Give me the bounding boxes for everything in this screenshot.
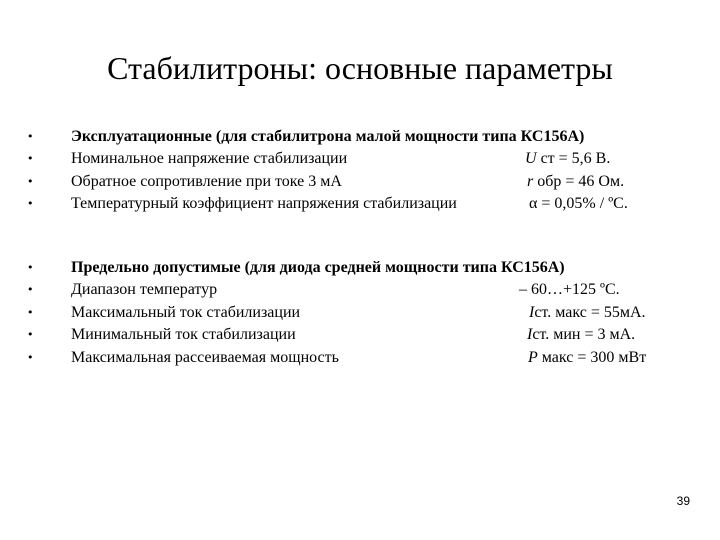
- section-heading-operational: Эксплуатационные (для стабилитрона малой мощности типа КС156А): [71, 128, 585, 145]
- parameter-label: Температурный коэффициент напряжения стабилизации: [71, 195, 457, 213]
- parameter-value: [529, 193, 628, 215]
- list-item: [0, 347, 720, 369]
- bullet-icon: •: [27, 152, 34, 166]
- parameter-value: [528, 347, 646, 369]
- parameter-value-text: – 60…+125 ºС.: [519, 281, 620, 299]
- parameter-value: [529, 302, 646, 324]
- parameter-label: Номинальное напряжение стабилизации: [71, 150, 348, 168]
- page-number: 39: [676, 494, 690, 508]
- parameter-value: [519, 279, 620, 301]
- list-item: [0, 148, 720, 170]
- parameter-value: [525, 148, 610, 170]
- parameter-symbol: r: [527, 172, 534, 190]
- parameter-symbol: I: [529, 303, 535, 321]
- parameter-value: [527, 171, 624, 193]
- parameter-symbol: U: [525, 150, 537, 168]
- parameter-value-text: = 0,05% / ºС.: [537, 195, 628, 213]
- bullet-icon: •: [27, 350, 34, 364]
- parameter-value: [527, 324, 635, 346]
- section-heading-limits: Предельно допустимые (для диода средней мощности типа КС156А): [71, 259, 565, 276]
- parameter-label: Максимальный ток стабилизации: [71, 303, 301, 321]
- parameter-label: Диапазон температур: [71, 281, 218, 299]
- bullet-icon: •: [27, 261, 34, 274]
- limit-parameters-list: [0, 257, 720, 369]
- list-item: [0, 257, 720, 279]
- parameter-label: Минимальный ток стабилизации: [71, 326, 296, 344]
- parameter-value-text: ст. мин = 3 мА.: [532, 326, 636, 344]
- list-item: [0, 126, 720, 148]
- list-item: [0, 171, 720, 193]
- slide-title: Стабилитроны: основные параметры: [107, 50, 613, 86]
- bullet-icon: •: [27, 305, 34, 319]
- parameter-value-text: макс = 300 мВт: [537, 348, 647, 366]
- list-item: [0, 324, 720, 346]
- parameter-symbol: α: [529, 195, 538, 213]
- bullet-icon: •: [27, 197, 34, 211]
- parameter-label: Максимальная рассеиваемая мощность: [71, 348, 339, 366]
- bullet-icon: •: [27, 283, 34, 297]
- operational-parameters-list: [0, 126, 720, 216]
- parameter-symbol: I: [527, 326, 533, 344]
- parameter-symbol: P: [528, 348, 538, 366]
- bullet-icon: •: [27, 130, 34, 143]
- parameter-value-text: ст = 5,6 В.: [536, 150, 611, 168]
- list-item: [0, 302, 720, 324]
- list-item: [0, 279, 720, 301]
- parameter-label: Обратное сопротивление при токе 3 мА: [71, 172, 342, 190]
- list-item: [0, 193, 720, 215]
- bullet-icon: •: [27, 328, 34, 342]
- bullet-icon: •: [27, 174, 34, 188]
- parameter-value-text: ст. макс = 55мА.: [534, 303, 646, 321]
- parameter-value-text: обр = 46 Ом.: [533, 172, 625, 190]
